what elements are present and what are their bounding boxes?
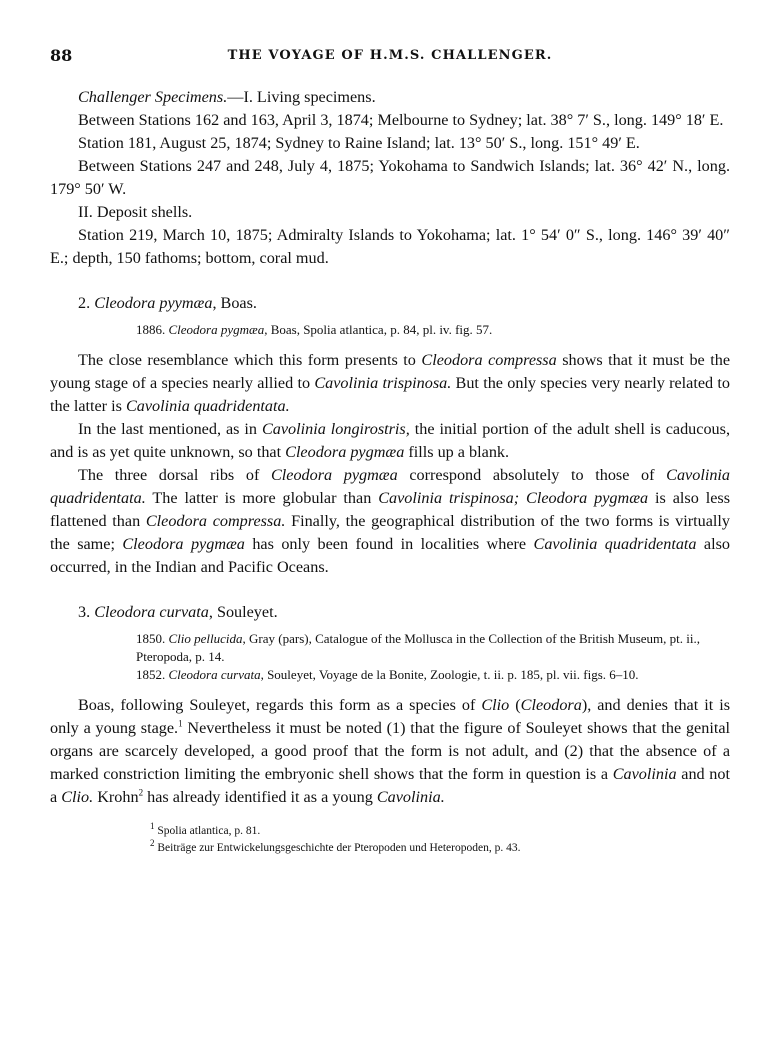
- species-author: , Boas.: [212, 294, 257, 312]
- ref-species: Clio pellucida: [168, 631, 243, 646]
- species-name: Cleodora pyymæa: [94, 294, 213, 312]
- species-number: 3.: [78, 603, 91, 621]
- species-heading-2: [50, 292, 730, 315]
- page-header: [50, 46, 730, 68]
- paragraph: The close resemblance which this form presents to Cleodora compressa shows that it must be the young stage of a species nearly allied to Cavolinia trispinosa. But the only species very nearly related to the latter is Cavolinia quadridentata.: [50, 351, 731, 415]
- ref-species: Cleodora curvata: [168, 667, 261, 682]
- page-body: [50, 86, 730, 857]
- ref-species: Cleodora pygmæa: [168, 322, 265, 337]
- specimen-record-3: Between Stations 247 and 248, July 4, 1875; Yokohama to Sandwich Islands; lat. 36° 42′ N., long. 179° 50′ W.: [50, 157, 730, 198]
- footnote-2: $^2$ Beiträge zur Entwickelungsgeschichte der Pteropoden und Heteropoden, p. 43.: [150, 838, 521, 854]
- ref-year: 1852.: [136, 667, 166, 682]
- ref-citation: , Souleyet, Voyage de la Bonite, Zoologie, t. ii. p. 185, pl. vii. figs. 6–10.: [260, 667, 639, 682]
- specimen-record-2: Station 181, August 25, 1874; Sydney to Raine Island; lat. 13° 50′ S., long. 151° 49′ E.: [78, 134, 640, 152]
- synonymy-reference: [50, 321, 730, 339]
- paragraph: Boas, following Souleyet, regards this form as a species of Clio (Cleodora), and denies that it is only a young stage.$^1$ Nevertheless it must be noted (1) that the figure of Souleyet shows that the genital organs are scarcely developed, a good proof that the form is not adult, and (2) that the absence of a marked constriction limiting the embryonic shell shows that the form in question is a Cavolinia and not a Clio. Krohn$^2$ has already identified it as a young Cavolinia.: [50, 696, 730, 806]
- footnote-1: $^1$ Spolia atlantica, p. 81.: [150, 821, 261, 837]
- ref-year: 1886.: [136, 322, 166, 337]
- species-heading-3: [50, 601, 730, 624]
- species-number: 2.: [78, 294, 91, 312]
- page-number: 88: [50, 46, 73, 65]
- species-name: Cleodora curvata: [94, 603, 209, 621]
- species-author: , Souleyet.: [208, 603, 278, 621]
- deposit-shells-heading: II. Deposit shells.: [78, 203, 193, 221]
- paragraph: The three dorsal ribs of Cleodora pygmæa correspond absolutely to those of Cavolinia quadridentata. The latter is more globular than Cavolinia trispinosa; Cleodora pygmæa is also less flattened than Cleodora compressa. Finally, the geographical distribution of the two forms is virtually the same; Cleodora pygmæa has only been found in localities where Cavolinia quadridentata also occurred, in the Indian and Pacific Oceans.: [50, 466, 731, 576]
- ref-citation: , Gray (pars), Catalogue of the Mollusca in the Collection of the British Museum, pt. ii., Pteropoda, p. 14.: [136, 631, 700, 664]
- ref-year: 1850.: [136, 631, 166, 646]
- footnote-ref: 1: [178, 718, 183, 729]
- synonymy-reference: [50, 630, 730, 666]
- specimens-rest: —I. Living specimens.: [227, 88, 376, 106]
- specimen-record-1: Between Stations 162 and 163, April 3, 1874; Melbourne to Sydney; lat. 38° 7′ S., long. 149° 18′ E.: [78, 111, 724, 129]
- specimens-heading: [50, 86, 730, 109]
- ref-citation: , Boas, Spolia atlantica, p. 84, pl. iv. fig. 57.: [264, 322, 493, 337]
- paragraph: In the last mentioned, as in Cavolinia longirostris, the initial portion of the adult shell is caducous, and is as yet quite unknown, so that Cleodora pygmæa fills up a blank.: [50, 420, 730, 461]
- specimen-record-4: Station 219, March 10, 1875; Admiralty Islands to Yokohama; lat. 1° 54′ 0″ S., long. 146° 39′ 40″ E.; depth, 150 fathoms; bottom, coral mud.: [50, 226, 730, 267]
- running-title: THE VOYAGE OF H.M.S. CHALLENGER.: [227, 48, 553, 63]
- footnote-ref: 2: [138, 787, 144, 798]
- synonymy-reference: [50, 666, 730, 684]
- specimens-lead: Challenger Specimens.: [78, 88, 228, 106]
